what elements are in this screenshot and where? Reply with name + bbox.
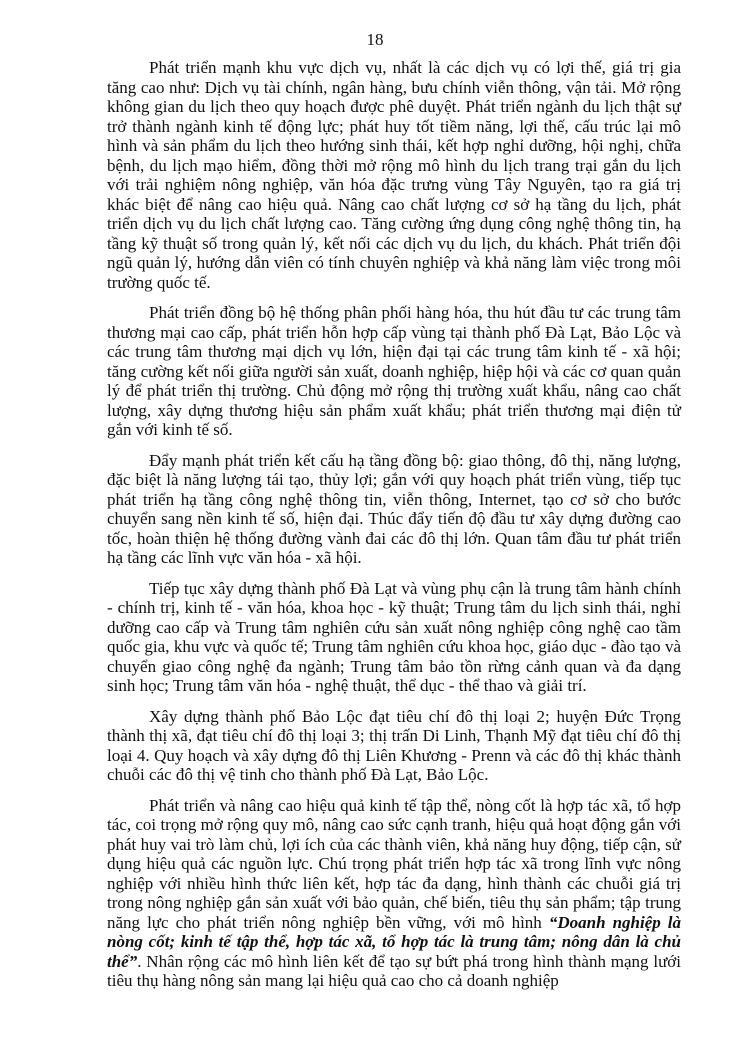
paragraph-services-tourism: Phát triển mạnh khu vực dịch vụ, nhất là các dịch vụ có lợi thế, giá trị gia tăng cao như: Dịch vụ tài chính, ngân hàng, bưu chính viễn thông, vận tải. Mở rộng không gian du lịch theo quy hoạch được phê duyệt. Phát triển ngành du lịch thật sự trở thành ngành kinh tế động lực; phát huy tốt tiềm năng, lợi thế, cấu trúc lại mô hình và sản phẩm du lịch theo hướng sinh thái, kết hợp nghỉ dưỡng, hội nghị, chữa bệnh, du lịch mạo hiểm, đồng thời mở rộng mô hình du lịch trang trại gắn du lịch với trải nghiệm nông nghiệp, văn hóa đặc trưng vùng Tây Nguyên, tạo ra giá trị khác biệt để nâng cao hiệu quả. Nâng cao chất lượng cơ sở hạ tầng du lịch, phát triển dịch vụ du lịch chất lượng cao. Tăng cường ứng dụng công nghệ thông tin, hạ tầng kỹ thuật số trong quản lý, kết nối các dịch vụ du lịch, du khách. Phát triển đội ngũ quản lý, hướng dẫn viên có tính chuyên nghiệp và khả năng làm việc trong môi trường quốc tế. [107, 58, 681, 292]
paragraph-text-after: . Nhân rộng các mô hình liên kết để tạo sự bứt phá trong hình thành mạng lưới tiêu thụ hàng nông sản mang lại hiệu quả cao cho cả doanh nghiệp [107, 951, 681, 990]
paragraph-urban-planning: Xây dựng thành phố Bảo Lộc đạt tiêu chí đô thị loại 2; huyện Đức Trọng thành thị xã, đạt tiêu chí đô thị loại 3; thị trấn Di Linh, Thạnh Mỹ đạt tiêu chí đô thị loại 4. Quy hoạch và xây dựng đô thị Liên Khương - Prenn và các đô thị khác thành chuỗi các đô thị vệ tinh cho thành phố Đà Lạt, Bảo Lộc. [107, 706, 681, 784]
emphasized-quote: “Doanh nghiệp là nòng cốt; kinh tế tập thể, hợp tác xã, tổ hợp tác là trung tâm; nông dân là chủ thể” [107, 912, 681, 971]
paragraph-da-lat-center: Tiếp tục xây dựng thành phố Đà Lạt và vùng phụ cận là trung tâm hành chính - chính trị, kinh tế - văn hóa, khoa học - kỹ thuật; Trung tâm du lịch sinh thái, nghỉ dưỡng cao cấp và Trung tâm nghiên cứu sản xuất nông nghiệp công nghệ cao tầm quốc gia, khu vực và quốc tế; Trung tâm nghiên cứu khoa học, giáo dục - đào tạo và chuyển giao công nghệ đa ngành; Trung tâm bảo tồn rừng cảnh quan và đa dạng sinh học; Trung tâm văn hóa - nghệ thuật, thể dục - thể thao và giải trí. [107, 578, 681, 695]
paragraph-collective-economy [107, 796, 681, 991]
paragraph-trade-distribution: Phát triển đồng bộ hệ thống phân phối hàng hóa, thu hút đầu tư các trung tâm thương mại cao cấp, phát triển hỗn hợp cấp vùng tại thành phố Đà Lạt, Bảo Lộc và các trung tâm thương mại dịch vụ lớn, hiện đại tại các trung tâm kinh tế - xã hội; tăng cường kết nối giữa người sản xuất, doanh nghiệp, hiệp hội và các cơ quan quản lý để phát triển thị trường. Chủ động mở rộng thị trường xuất khẩu, nâng cao chất lượng, xây dựng thương hiệu sản phẩm xuất khẩu; phát triển thương mại điện tử gắn với kinh tế số. [107, 303, 681, 439]
paragraph-infrastructure: Đẩy mạnh phát triển kết cấu hạ tầng đồng bộ: giao thông, đô thị, năng lượng, đặc biệt là năng lượng tái tạo, thủy lợi; gắn với quy hoạch phát triển vùng, tiếp tục phát triển hạ tầng công nghệ thông tin, viễn thông, Internet, tạo cơ sở cho bước chuyển sang nền kinh tế số, hiện đại. Thúc đẩy tiến độ đầu tư xây dựng đường cao tốc, hoàn thiện hệ thống đường vành đai các đô thị lớn. Quan tâm đầu tư phát triển hạ tầng các lĩnh vực văn hóa - xã hội. [107, 450, 681, 567]
paragraph-text-before: Phát triển và nâng cao hiệu quả kinh tế tập thể, nòng cốt là hợp tác xã, tổ hợp tác, coi trọng mở rộng quy mô, nâng cao sức cạnh tranh, hiệu quả hoạt động gắn với phát huy vai trò làm chủ, lợi ích của các thành viên, khả năng huy động, tiếp cận, sử dụng hiệu quả các nguồn lực. Chú trọng phát triển hợp tác xã trong lĩnh vực nông nghiệp với nhiều hình thức liên kết, hợp tác đa dạng, hình thành các chuỗi giá trị trong nông nghiệp gắn sản xuất với bảo quản, chế biến, tiêu thụ sản phẩm; tập trung năng lực cho phát triển nông nghiệp bền vững, với mô hình [107, 795, 681, 932]
document-body [107, 58, 681, 991]
page-number: 18 [366, 30, 384, 49]
